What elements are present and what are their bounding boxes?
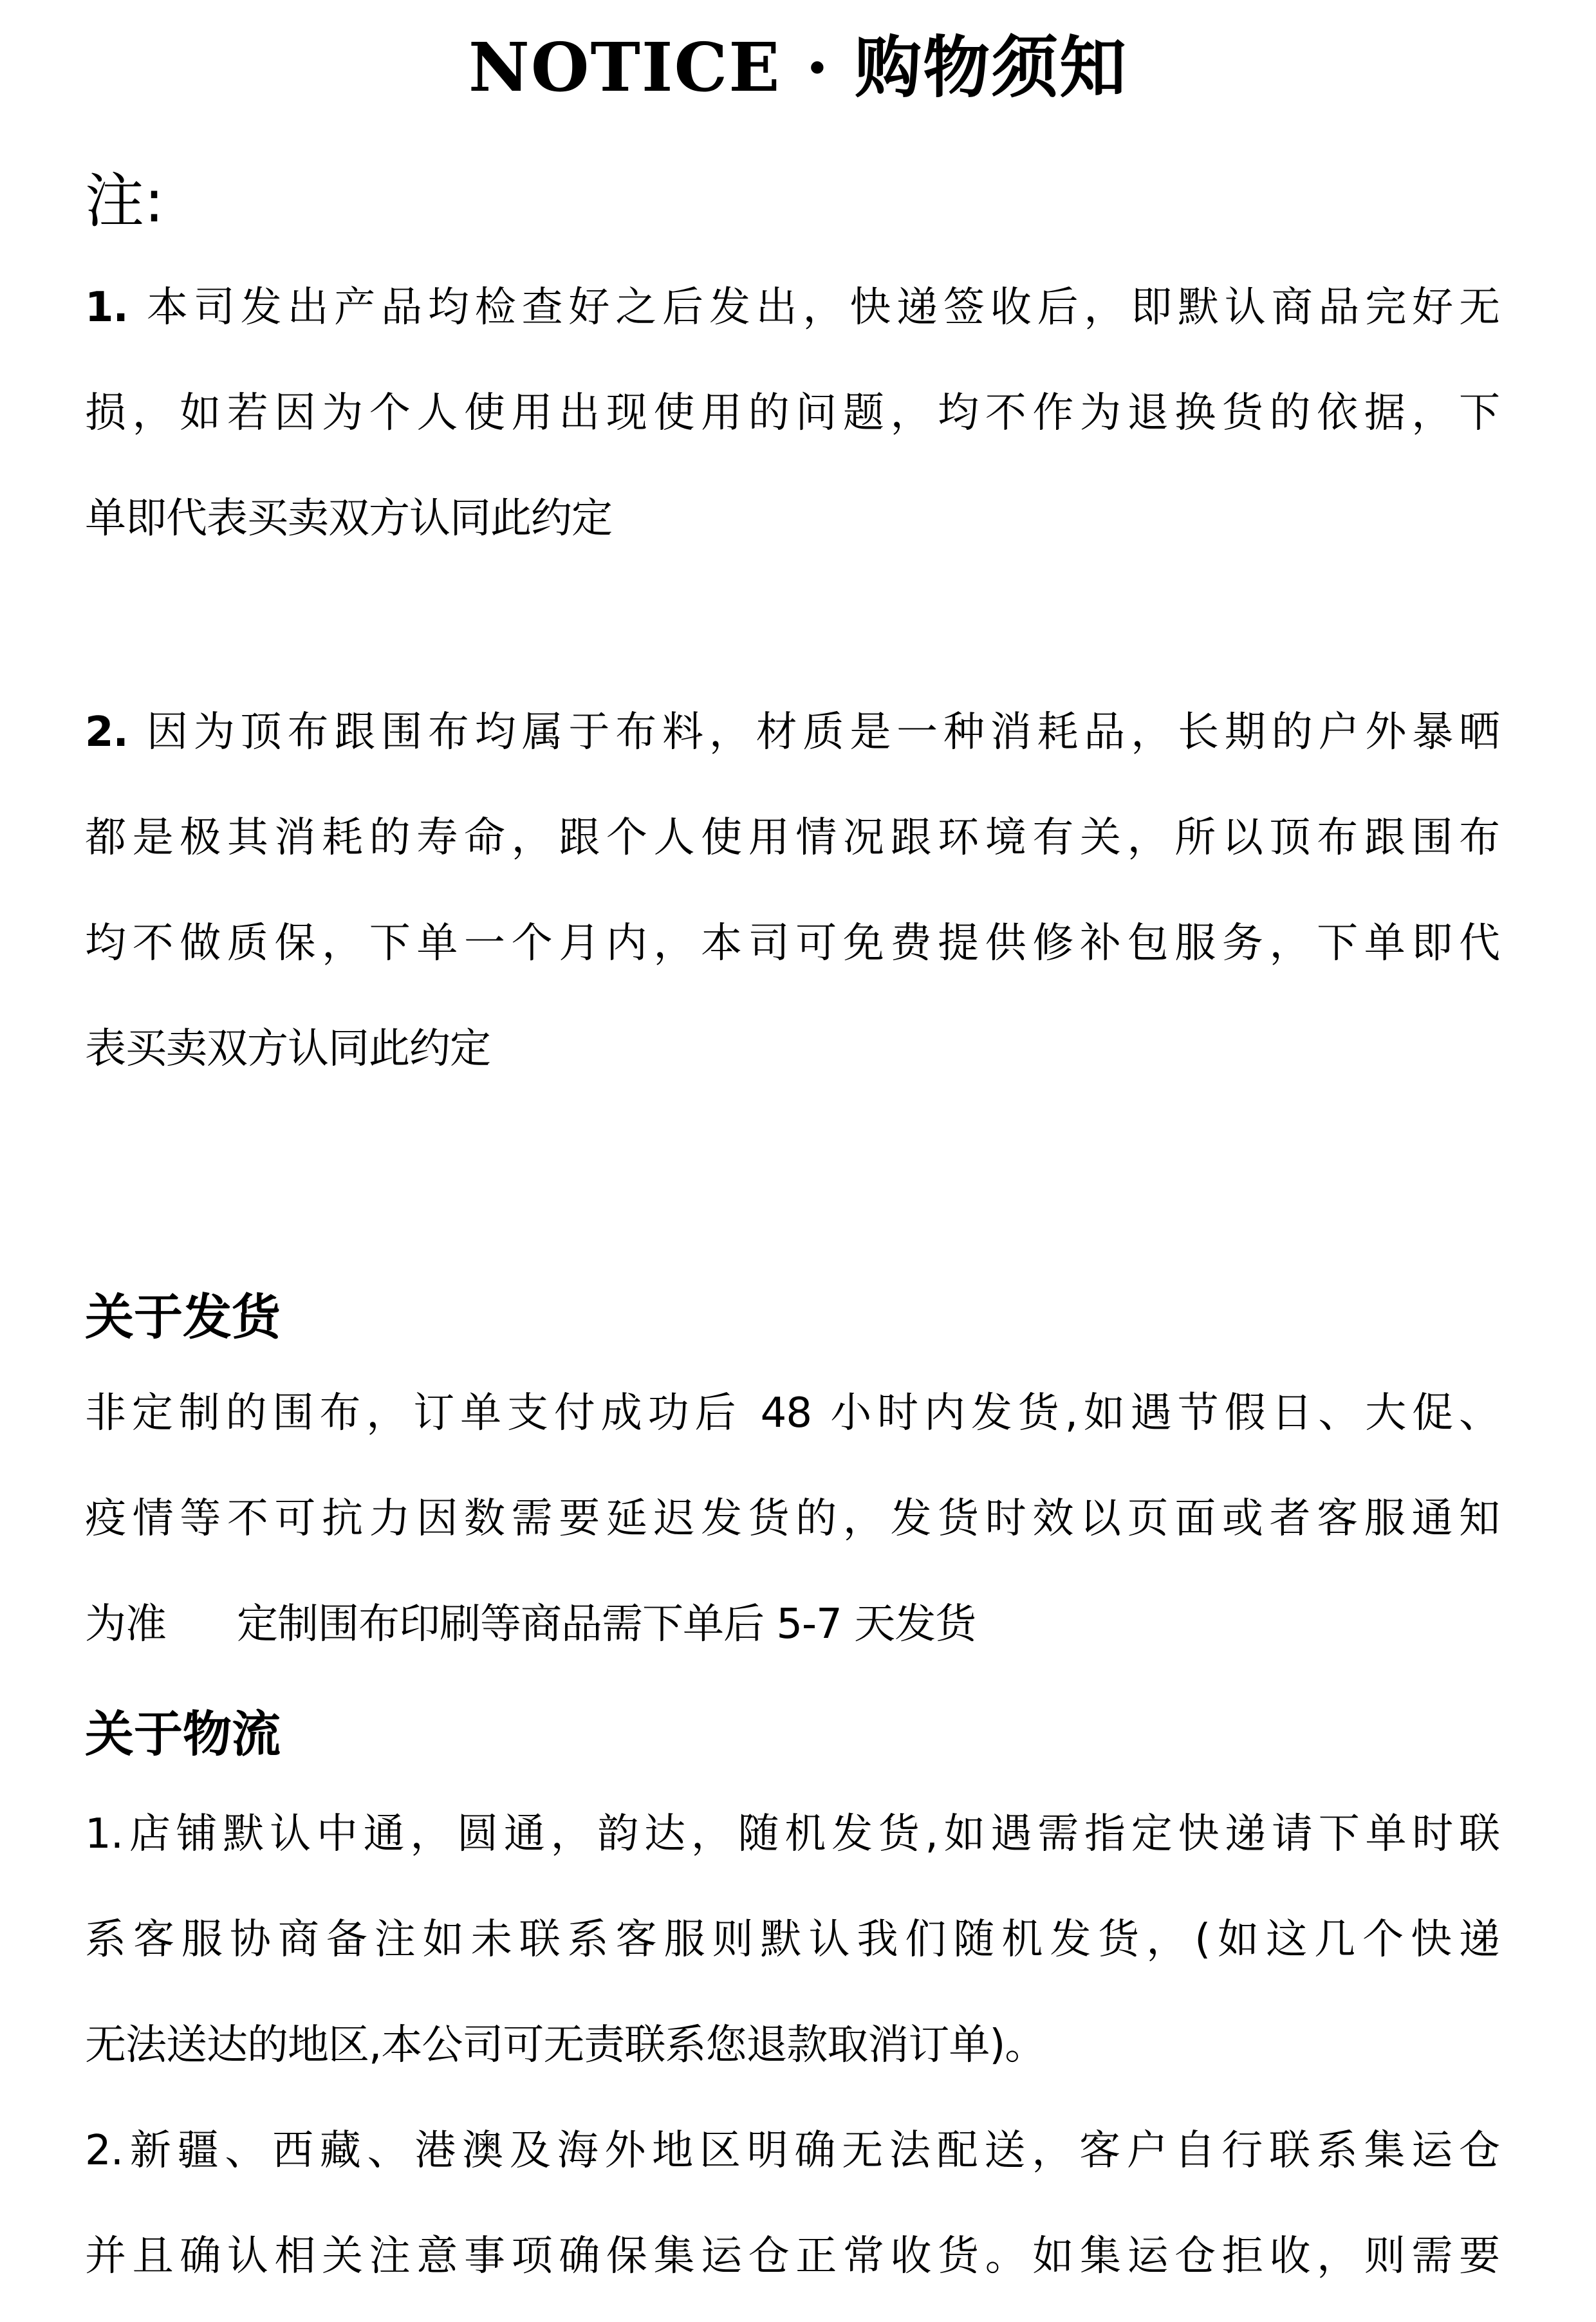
item-2-text: 因为顶布跟围布均属于布料，材质是一种消耗品，长期的户外暴晒 — [127, 709, 1499, 756]
item-2-line-3: 均不做质保，下单一个月内，本司可免费提供修补包服务，下单即代 — [85, 920, 1499, 967]
item-2-line-2: 都是极其消耗的寿命，跟个人使用情况跟环境有关，所以顶布跟围布 — [85, 814, 1499, 862]
item-1-number: 1. — [85, 284, 128, 331]
logistics-line-5: 并且确认相关注意事项确保集运仓正常收货。如集运仓拒收，则需要 — [85, 2233, 1499, 2280]
shipping-line-3 — [85, 1592, 1499, 1657]
shipping-line-1: 非定制的围布，订单支付成功后 48 小时内发货,如遇节假日、大促、 — [85, 1389, 1499, 1437]
shipping-heading: 关于发货 — [85, 1288, 281, 1346]
custom-shipping-note: 定制围布印刷等商品需下单后 5-7 天发货 — [237, 1601, 976, 1648]
item-1-line-3: 单即代表买卖双方认同此约定 — [85, 495, 612, 543]
shipping-line-3-text: 为准 — [85, 1601, 166, 1648]
logistics-line-1: 1.店铺默认中通，圆通，韵达，随机发货,如遇需指定快递请下单时联 — [85, 1810, 1499, 1858]
logistics-heading: 关于物流 — [85, 1705, 281, 1763]
logistics-line-3: 无法送达的地区,本公司可无责联系您退款取消订单)。 — [85, 2021, 1046, 2069]
page-title: NOTICE · 购物须知 — [468, 28, 1128, 107]
item-1-text: 本司发出产品均检查好之后发出，快递签收后，即默认商品完好无 — [127, 284, 1499, 331]
item-2-line-4: 表买卖双方认同此约定 — [85, 1025, 490, 1073]
shipping-line-2: 疫情等不可抗力因数需要延迟发货的，发货时效以页面或者客服通知 — [85, 1495, 1499, 1543]
logistics-line-4: 2.新疆、西藏、港澳及海外地区明确无法配送，客户自行联系集运仓 — [85, 2127, 1499, 2175]
note-label: 注: — [85, 167, 164, 236]
item-2-number: 2. — [85, 709, 128, 756]
item-2-line-1 — [85, 700, 1499, 765]
item-1-line-2: 损，如若因为个人使用出现使用的问题，均不作为退换货的依据，下 — [85, 389, 1499, 437]
item-1-line-1 — [85, 275, 1499, 340]
logistics-line-2: 系客服协商备注如未联系客服则默认我们随机发货，(如这几个快递 — [85, 1916, 1499, 1964]
